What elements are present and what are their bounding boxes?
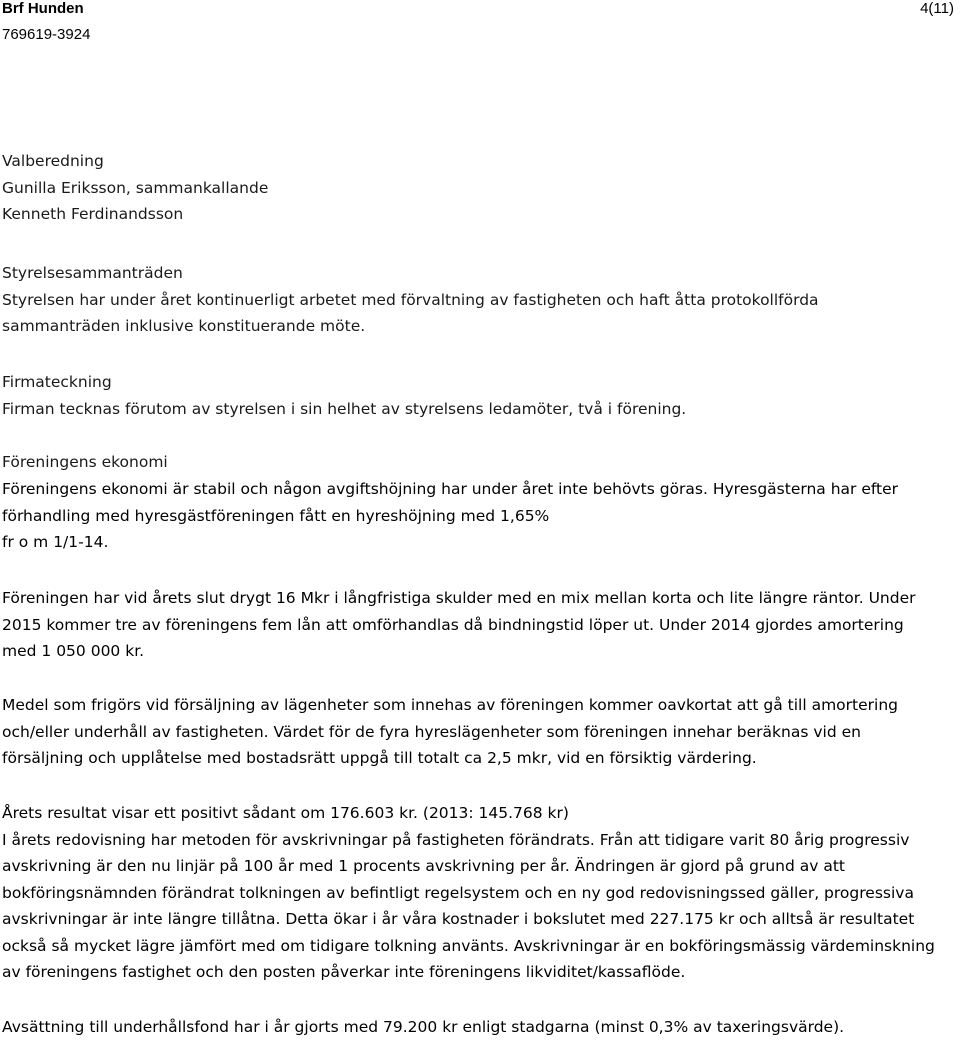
- section-heading: Firmateckning: [2, 373, 112, 391]
- section-heading: Styrelsesammanträden: [2, 264, 183, 282]
- page-number: 4(11): [920, 0, 954, 17]
- text-line: avskrivning är den nu linjär på 100 år med 1 procents avskrivning per år. Ändringen är gjord på grund av att: [2, 857, 846, 875]
- text-line: med 1 050 000 kr.: [2, 642, 145, 660]
- text-line: också så mycket lägre jämfört med om tidigare tolkning använts. Avskrivningar är en bokföringsmässig värdeminskning: [2, 936, 935, 955]
- text-line: bokföringsnämnden förändrat tolkningen av befintligt regelsystem och en ny god redovisningssed gäller, progressiva: [2, 883, 914, 902]
- text-line: Avsättning till underhållsfond har i år gjorts med 79.200 kr enligt stadgarna (minst 0,3% av taxeringsvärde).: [2, 1018, 845, 1036]
- text-line: Föreningens ekonomi är stabil och någon avgiftshöjning har under året inte behövts göras. Hyresgästerna har efter: [2, 480, 899, 498]
- section-heading: Valberedning: [2, 152, 104, 170]
- ekonomi-paragraph-1: [2, 476, 952, 556]
- text-line: försäljning och upplåtelse med bostadsrätt uppgå till totalt ca 2,5 mkr, vid en försiktig värdering.: [2, 749, 757, 767]
- ekonomi-paragraph-3: [2, 692, 952, 772]
- text-line: förhandling med hyresgästföreningen fått en hyreshöjning med 1,65%: [2, 506, 550, 525]
- text-line: av föreningens fastighet och den posten påverkar inte föreningens likviditet/kassaflöde.: [2, 963, 686, 981]
- section-firmateckning: [2, 369, 952, 422]
- text-line: Styrelsen har under året kontinuerligt arbetet med förvaltning av fastigheten och haft åtta protokollförda: [2, 290, 819, 309]
- ekonomi-paragraph-4: [2, 800, 952, 986]
- section-ekonomi: [2, 449, 952, 476]
- text-line: I årets redovisning har metoden för avskrivningar på fastigheten förändrats. Från att tidigare varit 80 årig progressiv: [2, 830, 910, 849]
- section-valberedning: [2, 148, 952, 228]
- organization-name: Brf Hunden: [2, 0, 84, 17]
- text-line: Medel som frigörs vid försäljning av lägenheter som innehas av föreningen kommer oavkortat att gå till amortering: [2, 696, 898, 714]
- document-header: [2, 0, 90, 44]
- text-line: 2015 kommer tre av föreningens fem lån att omförhandlas då bindningstid löper ut. Under 2014 gjordes amortering: [2, 615, 904, 634]
- text-line: Årets resultat visar ett positivt sådant om 176.603 kr. (2013: 145.768 kr): [2, 804, 569, 822]
- text-line: Föreningen har vid årets slut drygt 16 Mkr i långfristiga skulder med en mix mellan korta och lite längre räntor. Under: [2, 589, 916, 607]
- text-line: och/eller underhåll av fastigheten. Värdet för de fyra hyreslägenheter som föreningen innehar beräknas vid en: [2, 722, 861, 741]
- text-line: fr o m 1/1-14.: [2, 533, 109, 551]
- organization-number: 769619-3924: [2, 26, 91, 43]
- section-heading: Föreningens ekonomi: [2, 453, 168, 471]
- section-styrelsesammantraden: [2, 260, 952, 340]
- ekonomi-paragraph-5: [2, 1014, 952, 1041]
- ekonomi-paragraph-2: [2, 585, 952, 665]
- text-line: Firman tecknas förutom av styrelsen i sin helhet av styrelsens ledamöter, två i förening.: [2, 399, 687, 418]
- text-line: sammanträden inklusive konstituerande möte.: [2, 317, 366, 335]
- text-line: avskrivningar är inte längre tillåtna. Detta ökar i år våra kostnader i bokslutet med 227.175 kr och alltså är resultatet: [2, 910, 915, 928]
- text-line: Gunilla Eriksson, sammankallande: [2, 178, 269, 197]
- text-line: Kenneth Ferdinandsson: [2, 205, 184, 223]
